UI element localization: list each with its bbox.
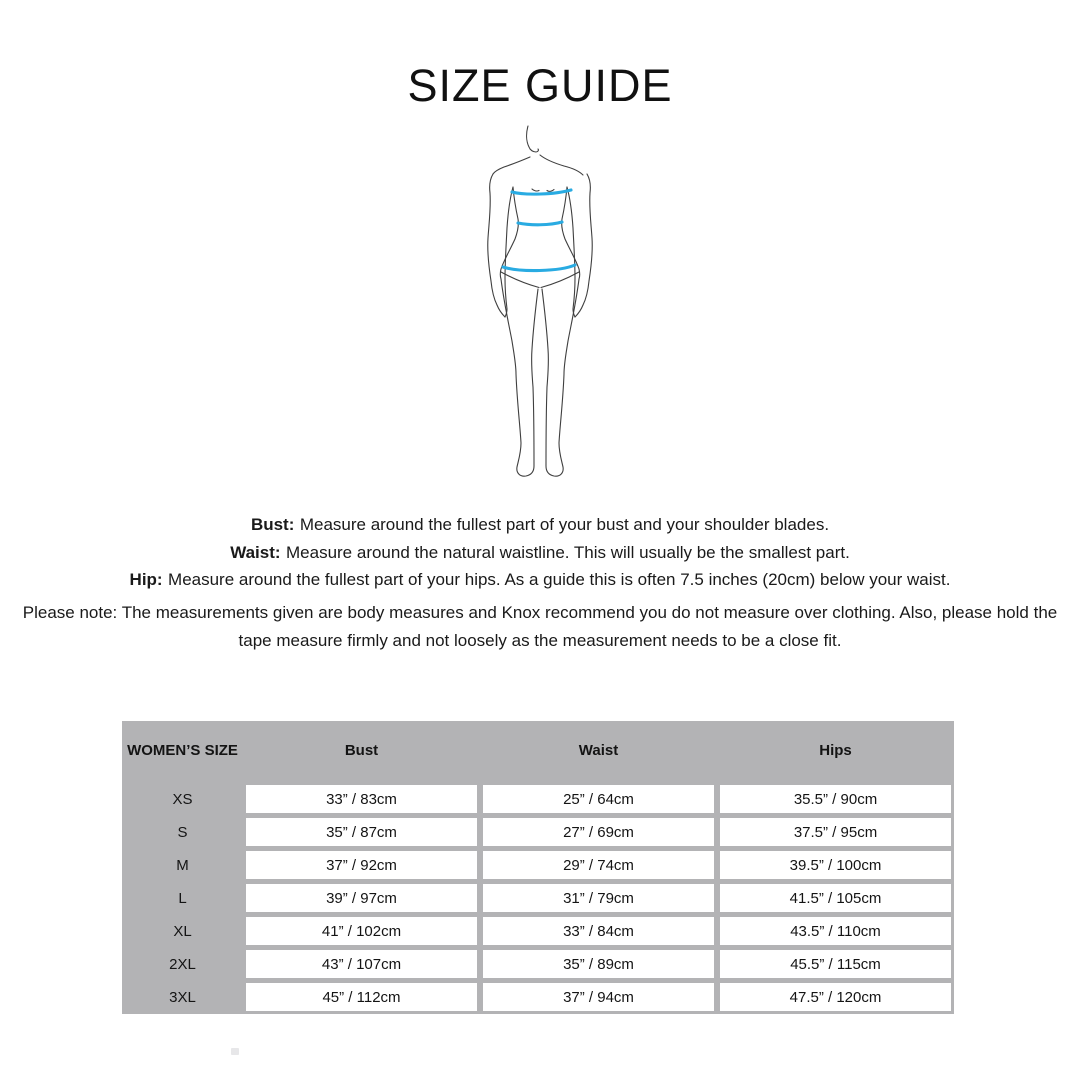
instruction-line-hip — [0, 566, 1080, 594]
waist-cell: 25” / 64cm — [483, 785, 714, 813]
header-bust: Bust — [344, 742, 379, 759]
body-measurement-diagram — [480, 113, 600, 483]
bust-cell: 41” / 102cm — [246, 917, 477, 945]
header-womens-size: WOMEN’S SIZE — [127, 742, 238, 759]
hips-cell: 45.5” / 115cm — [720, 950, 951, 978]
note-paragraph: Please note: The measurements given are body measures and Knox recommend you do not measure over clothing. Also, please hold the tape measure firmly and not loosely as the measurement needs to be a close fit. — [22, 603, 1058, 650]
hip-label: Hip: — [129, 570, 163, 589]
waist-cell: 35” / 89cm — [483, 950, 714, 978]
hip-text: Measure around the fullest part of your hips. As a guide this is often 7.5 inches (20cm) below your waist. — [168, 570, 951, 589]
hips-cell: 37.5” / 95cm — [720, 818, 951, 846]
hips-cell: 39.5” / 100cm — [720, 851, 951, 879]
instruction-line-bust — [0, 511, 1080, 539]
waist-cell: 33” / 84cm — [483, 917, 714, 945]
body-outline — [488, 126, 593, 476]
table-row-s — [122, 818, 954, 846]
bust-cell: 33” / 83cm — [246, 785, 477, 813]
size-cell: XL — [173, 922, 192, 940]
size-cell: 2XL — [169, 955, 196, 973]
size-table — [122, 721, 954, 1014]
size-cell: L — [178, 889, 187, 907]
table-row-2xl — [122, 950, 954, 978]
table-row-l — [122, 884, 954, 912]
size-table-header — [122, 721, 954, 780]
page-title: SIZE GUIDE — [407, 60, 673, 112]
hips-measure-line — [503, 265, 575, 271]
size-table-body — [122, 780, 954, 1014]
header-hips: Hips — [819, 742, 852, 759]
table-row-xl — [122, 917, 954, 945]
waist-cell: 29” / 74cm — [483, 851, 714, 879]
table-row-3xl — [122, 983, 954, 1011]
size-cell: M — [176, 856, 189, 874]
waist-label: Waist: — [230, 542, 281, 562]
instruction-line-waist — [0, 539, 1080, 567]
hips-cell: 35.5” / 90cm — [720, 785, 951, 813]
measuring-instructions — [0, 511, 1080, 594]
size-cell: XS — [172, 790, 193, 808]
measurement-lines — [503, 190, 575, 271]
bust-label: Bust: — [250, 515, 295, 534]
hips-cell: 41.5” / 105cm — [720, 884, 951, 912]
size-cell: S — [177, 823, 188, 841]
waist-text: Measure around the natural waistline. This will usually be the smallest part. — [286, 542, 850, 562]
stray-mark — [231, 1048, 239, 1055]
bust-cell: 43” / 107cm — [246, 950, 477, 978]
bust-cell: 45” / 112cm — [246, 983, 477, 1011]
bust-cell: 39” / 97cm — [246, 884, 477, 912]
header-waist: Waist — [578, 742, 619, 759]
table-row-xs — [122, 785, 954, 813]
waist-cell: 37” / 94cm — [483, 983, 714, 1011]
hips-cell: 47.5” / 120cm — [720, 983, 951, 1011]
waist-measure-line — [518, 222, 562, 225]
waist-cell: 27” / 69cm — [483, 818, 714, 846]
waist-cell: 31” / 79cm — [483, 884, 714, 912]
size-cell: 3XL — [169, 988, 196, 1006]
female-figure-illustration — [480, 113, 600, 483]
table-row-m — [122, 851, 954, 879]
bust-text: Measure around the fullest part of your bust and your shoulder blades. — [299, 515, 830, 534]
hips-cell: 43.5” / 110cm — [720, 917, 951, 945]
bust-cell: 35” / 87cm — [246, 818, 477, 846]
bust-cell: 37” / 92cm — [246, 851, 477, 879]
bust-measure-line — [512, 190, 571, 194]
